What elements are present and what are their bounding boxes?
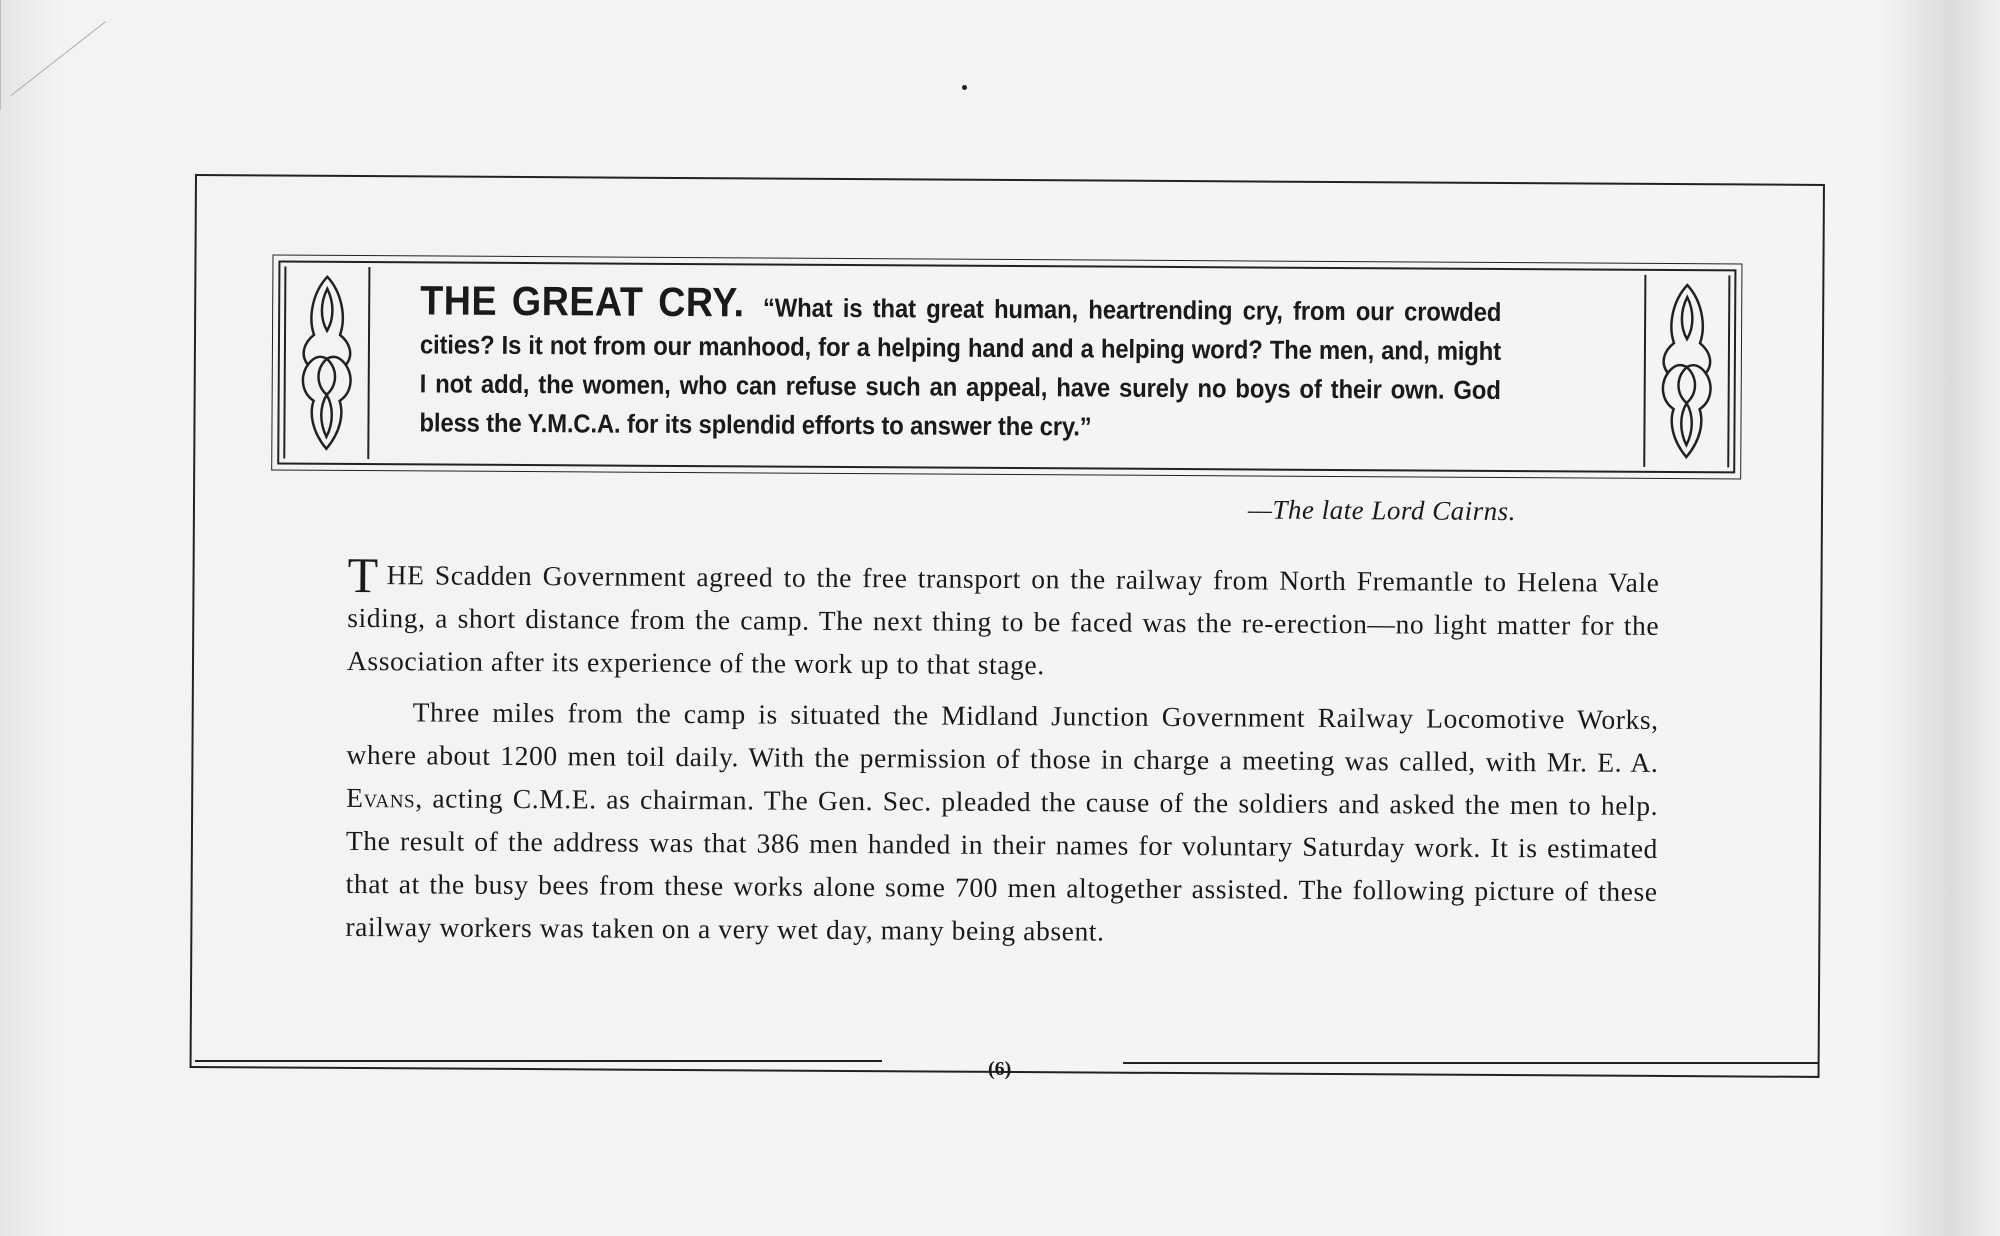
- quote-box: [277, 261, 1736, 474]
- paragraph-2-name: Evans: [346, 781, 416, 814]
- quote-text-block: [419, 277, 1502, 449]
- quote-attribution: —The late Lord Cairns.: [1247, 494, 1517, 527]
- paragraph-2-text-end: , acting C.M.E. as chairman. The Gen. Sec. pleaded the cause of the soldiers and asked the men to help. The result of the address was that 386 men handed in their names for voluntary Saturday work. It is estimated that at the busy bees from these works alone some 700 men altogether assisted. The following picture of these railway workers was taken on a very wet day, many being absent.: [345, 782, 1659, 947]
- page-fold-mark: [0, 0, 96, 110]
- quote-body: “What is that great human, heartrending cry, from our crowded cities? Is it not from our manhood, for a helping hand and a helping word? The men, and, might I not add, the women, who can refuse such an appeal, have surely no boys of their own. God bless the Y.M.C.A. for its splendid efforts to answer the cry.”: [419, 292, 1502, 442]
- ink-dot: [962, 85, 967, 90]
- paragraph-1: [346, 546, 1660, 690]
- ornament-right-icon: [1643, 275, 1730, 468]
- page-frame: [190, 174, 1825, 1078]
- paragraph-1-text: HE Scadden Government agreed to the free transport on the railway from North Fremantle to Helena Vale siding, a short distance from the camp. The next thing to be faced was the re-erection—no light matter for the Association after its experience of the work up to that stage.: [346, 559, 1660, 681]
- footer-rule-right: [1123, 1062, 1818, 1064]
- body-text: [345, 546, 1660, 964]
- quote-title: THE GREAT CRY.: [420, 277, 745, 326]
- footer-rule-left: [195, 1060, 882, 1062]
- page-number: (6): [988, 1058, 1012, 1080]
- paragraph-2: [345, 690, 1659, 956]
- ornament-left-icon: [283, 267, 370, 460]
- paragraph-2-text-start: Three miles from the camp is situated the Midland Junction Government Railway Locomotive Works, where about 1200 men toil daily. With the permission of those in charge a meeting was called, with Mr. E. A.: [346, 696, 1659, 778]
- drop-cap: T: [347, 546, 379, 604]
